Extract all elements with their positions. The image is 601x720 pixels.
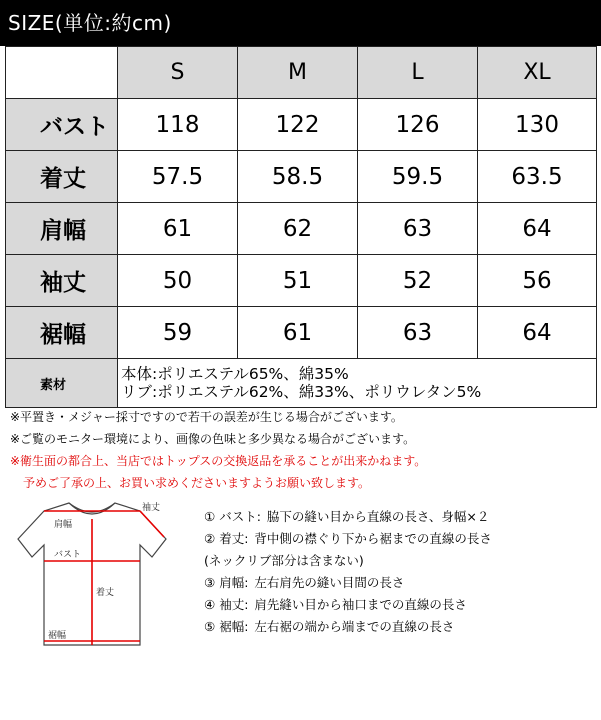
tshirt-diagram xyxy=(14,497,174,657)
row-label: バスト xyxy=(6,99,118,151)
table-cell: 63 xyxy=(358,203,478,255)
material-cell xyxy=(118,359,597,408)
material-line: リブ:ポリエステル62%、綿33%、ポリウレタン5% xyxy=(121,383,482,401)
table-cell: 52 xyxy=(358,255,478,307)
sleeve-label: 袖丈 xyxy=(142,502,161,512)
row-label: 肩幅 xyxy=(6,203,118,255)
shoulder-label: 肩幅 xyxy=(54,519,73,529)
legend-desc: 肩先縫い目から袖口までの直線の長さ xyxy=(254,597,467,612)
legend-term: バスト: xyxy=(219,509,261,524)
table-cell: 61 xyxy=(118,203,238,255)
table-cell: 56 xyxy=(478,255,597,307)
material-line: 本体:ポリエステル65%、綿35% xyxy=(121,365,349,383)
table-cell: 64 xyxy=(478,307,597,359)
row-label: 素材 xyxy=(6,359,118,408)
row-label: 裾幅 xyxy=(6,307,118,359)
row-label: 袖丈 xyxy=(6,255,118,307)
size-header-xl: XL xyxy=(478,47,597,99)
table-cell: 122 xyxy=(238,99,358,151)
table-cell: 51 xyxy=(238,255,358,307)
size-table xyxy=(5,46,597,408)
table-cell: 50 xyxy=(118,255,238,307)
legend-desc: 脇下の縫い目から直線の長さ、身幅×２ xyxy=(266,509,490,524)
bust-label: バスト xyxy=(54,549,82,559)
page-title: SIZE(単位:約cm) xyxy=(0,0,601,46)
legend-item xyxy=(204,616,596,638)
table-row-sleeve xyxy=(6,255,597,307)
legend-item xyxy=(204,572,596,594)
table-row-shoulder xyxy=(6,203,597,255)
legend-term: 袖丈: xyxy=(219,597,249,612)
table-cell: 126 xyxy=(358,99,478,151)
legend-term: 着丈: xyxy=(219,531,249,546)
table-row-material xyxy=(6,359,597,408)
legend-item xyxy=(204,506,596,528)
table-cell: 58.5 xyxy=(238,151,358,203)
legend-term: 肩幅: xyxy=(219,575,249,590)
table-row-length xyxy=(6,151,597,203)
legend-item xyxy=(204,550,596,572)
size-header-l: L xyxy=(358,47,478,99)
legend-number: ③ xyxy=(204,575,216,590)
table-cell: 130 xyxy=(478,99,597,151)
length-label: 着丈 xyxy=(96,587,115,597)
legend-number: ① xyxy=(204,509,216,524)
legend-number: ④ xyxy=(204,597,216,612)
table-cell: 118 xyxy=(118,99,238,151)
table-cell: 61 xyxy=(238,307,358,359)
note-line-warning: 予めご了承の上、お買い求めくださいますようお願い致します。 xyxy=(23,476,371,490)
legend-desc: 左右裾の端から端までの直線の長さ xyxy=(254,619,455,634)
notes xyxy=(10,406,595,494)
size-header-row xyxy=(6,47,597,99)
table-cell: 63 xyxy=(358,307,478,359)
legend-term: 裾幅: xyxy=(219,619,249,634)
table-cell: 59 xyxy=(118,307,238,359)
row-label: 着丈 xyxy=(6,151,118,203)
table-cell: 64 xyxy=(478,203,597,255)
legend-desc: (ネックリブ部分は含まない) xyxy=(204,553,364,568)
note-line: ※平置き・メジャー採寸ですので若干の誤差が生じる場合がございます。 xyxy=(10,410,403,424)
table-cell: 59.5 xyxy=(358,151,478,203)
table-cell: 63.5 xyxy=(478,151,597,203)
legend-number: ⑤ xyxy=(204,619,216,634)
legend-desc: 背中側の襟ぐり下から裾までの直線の長さ xyxy=(254,531,492,546)
note-line: ※ご覧のモニター環境により、画像の色味と多少異なる場合がございます。 xyxy=(10,432,416,446)
size-header-s: S xyxy=(118,47,238,99)
table-row-bust xyxy=(6,99,597,151)
size-header-m: M xyxy=(238,47,358,99)
legend-item xyxy=(204,594,596,616)
hem-label: 裾幅 xyxy=(48,630,67,640)
table-cell: 57.5 xyxy=(118,151,238,203)
note-line-warning: ※衛生面の都合上、当店ではトップスの交換返品を承ることが出来かねます。 xyxy=(10,454,427,468)
legend-item xyxy=(204,528,596,550)
table-row-hem xyxy=(6,307,597,359)
legend-number: ② xyxy=(204,531,216,546)
measurement-legend xyxy=(204,506,596,638)
table-cell: 62 xyxy=(238,203,358,255)
header-corner-cell xyxy=(6,47,118,99)
legend-desc: 左右肩先の縫い目間の長さ xyxy=(254,575,405,590)
